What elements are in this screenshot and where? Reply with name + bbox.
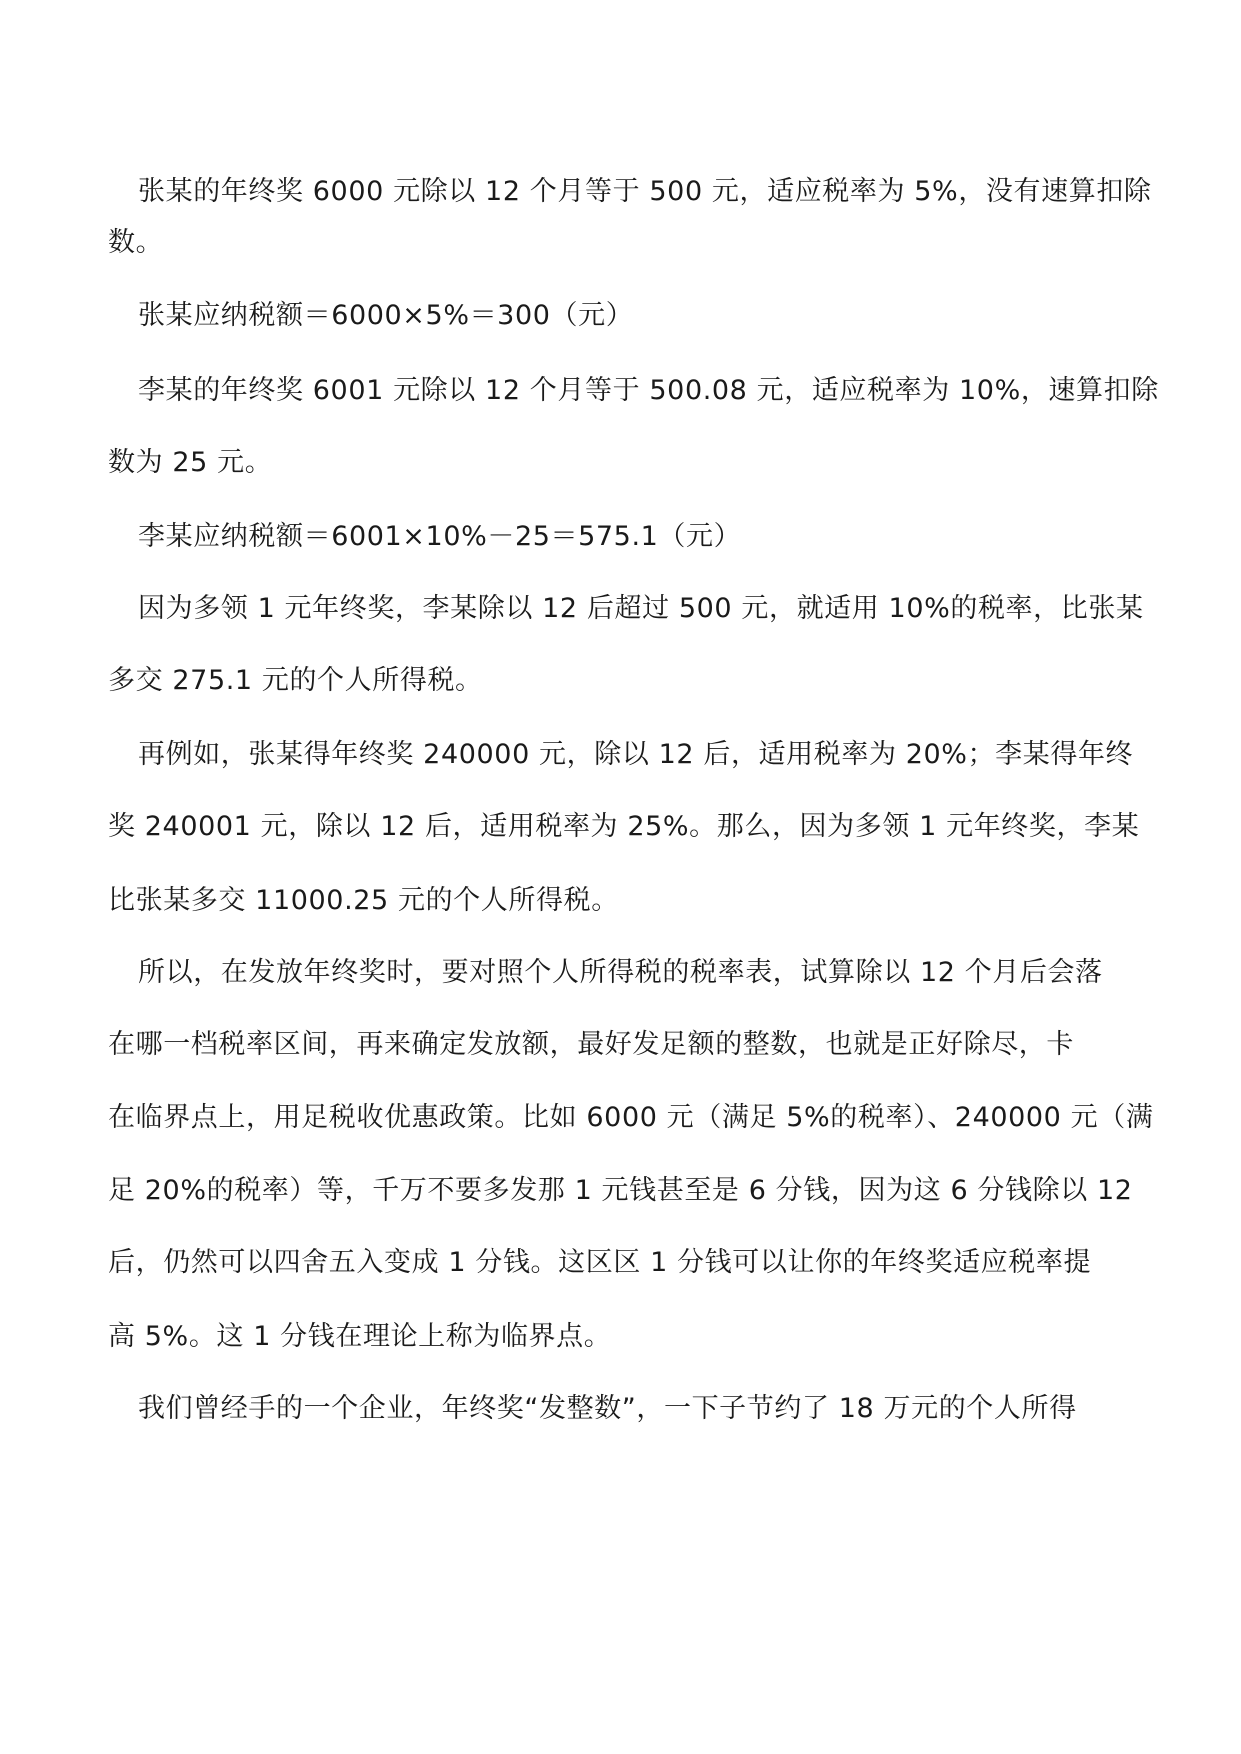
paragraph-line: 足 20%的税率）等，千万不要多发那 1 元钱甚至是 6 分钱，因为这 6 分钱除以 12 bbox=[108, 1175, 1133, 1206]
paragraph-line: 张某的年终奖 6000 元除以 12 个月等于 500 元，适应税率为 5%，没有速算扣除 bbox=[138, 176, 1152, 207]
paragraph-line: 李某的年终奖 6001 元除以 12 个月等于 500.08 元，适应税率为 10%，速算扣除 bbox=[138, 375, 1159, 406]
paragraph-line: 李某应纳税额＝6001×10%－25＝575.1（元） bbox=[138, 521, 742, 552]
paragraph-line: 奖 240001 元，除以 12 后，适用税率为 25%。那么，因为多领 1 元年终奖，李某 bbox=[108, 811, 1140, 842]
paragraph-line: 多交 275.1 元的个人所得税。 bbox=[108, 665, 483, 696]
paragraph-line: 再例如，张某得年终奖 240000 元，除以 12 后，适用税率为 20%；李某得年终 bbox=[138, 739, 1134, 770]
paragraph-line: 数为 25 元。 bbox=[108, 447, 273, 478]
paragraph-line: 比张某多交 11000.25 元的个人所得税。 bbox=[108, 885, 619, 916]
paragraph-line: 数。 bbox=[108, 227, 164, 258]
paragraph-line: 我们曾经手的一个企业，年终奖“发整数”，一下子节约了 18 万元的个人所得 bbox=[138, 1393, 1077, 1424]
paragraph-line: 在哪一档税率区间，再来确定发放额，最好发足额的整数，也就是正好除尽，卡 bbox=[108, 1029, 1074, 1060]
paragraph-line: 因为多领 1 元年终奖，李某除以 12 后超过 500 元，就适用 10%的税率，比张某 bbox=[138, 593, 1144, 624]
paragraph-line: 后，仍然可以四舍五入变成 1 分钱。这区区 1 分钱可以让你的年终奖适应税率提 bbox=[108, 1247, 1092, 1278]
paragraph-line: 高 5%。这 1 分钱在理论上称为临界点。 bbox=[108, 1321, 612, 1352]
paragraph-line: 在临界点上，用足税收优惠政策。比如 6000 元（满足 5%的税率）、240000 元（满 bbox=[108, 1102, 1154, 1133]
paragraph-line: 所以，在发放年终奖时，要对照个人所得税的税率表，试算除以 12 个月后会落 bbox=[138, 957, 1103, 988]
paragraph-line: 张某应纳税额＝6000×5%＝300（元） bbox=[138, 300, 634, 331]
